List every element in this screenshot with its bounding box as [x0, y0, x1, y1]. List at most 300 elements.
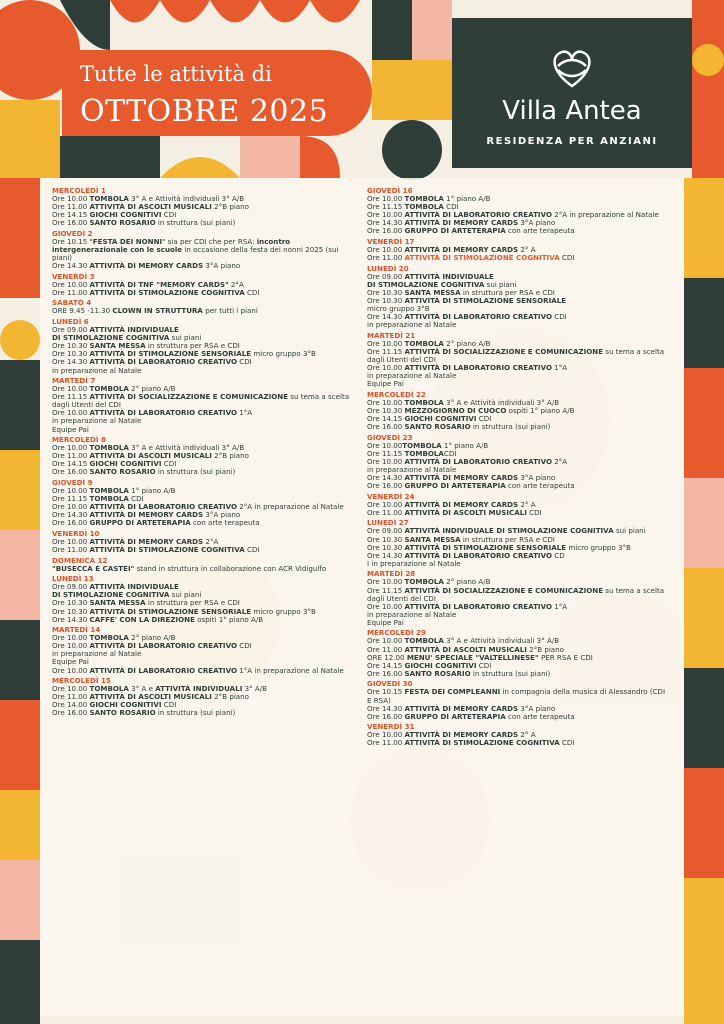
activity-text: Ore 11.00	[367, 738, 405, 748]
activity-name: GRUPPO DI ARTETERAPIA	[89, 518, 191, 528]
activity-text: 2°A in preparazione al Natale	[236, 502, 344, 512]
activity-text: 1° piano A/B	[128, 486, 176, 496]
activity-text: Ore 11.00	[367, 644, 405, 654]
activity-text: CDI	[128, 494, 144, 504]
activity-line	[52, 307, 360, 315]
activity-text: Ore 14.30	[367, 218, 405, 228]
activity-text: 3° A e Attività individuali 3° A/B	[128, 194, 245, 204]
activity-text: in struttura per RSA e CDI	[145, 598, 240, 608]
activity-text: 3°A piano	[518, 218, 556, 228]
activity-text: Ore 10.00	[52, 536, 90, 546]
activity-text: Ore 10.30	[52, 341, 90, 351]
day-title: LUNEDÌ 6	[52, 316, 89, 326]
activity-text: 2° piano A/B	[443, 577, 491, 587]
activity-name: GIOCHI COGNITIVI	[404, 660, 477, 670]
activity-name: GRUPPO DI ARTETERAPIA	[404, 481, 506, 491]
activity-text: CDI	[559, 738, 575, 748]
activity-text: Ore 10.30	[367, 296, 405, 305]
day-block	[367, 332, 667, 389]
activity-text: micro gruppo 3°B	[251, 606, 316, 616]
day-block	[52, 677, 360, 717]
activity-text: Ore 16.00	[52, 708, 90, 718]
activity-name: TOMBOLA	[89, 443, 129, 453]
activity-text: 2° A	[518, 730, 536, 740]
activity-text: micro gruppo 3°B	[566, 542, 631, 552]
activity-name: ATTIVITÀ INDIVIDUALI	[155, 684, 243, 694]
activity-line	[367, 739, 667, 747]
activity-text: ospiti 1° piano A/B	[194, 614, 264, 624]
day-block	[367, 187, 667, 236]
activity-text: 1°A	[236, 408, 253, 418]
activity-text: Ore 10.00	[52, 502, 90, 512]
activity-name: ATTIVITÀ DI MEMORY CARDS	[404, 218, 519, 228]
day-title: GIOVEDÌ 9	[52, 477, 93, 487]
activity-line	[52, 709, 360, 717]
activity-line	[367, 372, 667, 380]
activity-name: TOMBOLA	[404, 577, 444, 587]
day-title: MERCOLEDÌ 8	[52, 435, 106, 445]
activity-text: I in preparazione al Natale	[367, 558, 461, 568]
activity-text: 3°A piano	[203, 261, 241, 271]
activity-text: con arte terapeuta	[190, 518, 260, 528]
activity-name: TOMBOLA	[404, 338, 444, 348]
activity-name: ATTIVITÀ DI ASCOLTI MUSICALI	[404, 644, 527, 654]
activity-name: ATTIVITÀ DI STIMOLAZIONE SENSORIALE	[404, 296, 567, 305]
activity-text: Ore 10.00	[367, 194, 405, 204]
activity-name: ATTIVITÀ DI ASCOLTI MUSICALI	[89, 202, 212, 212]
activity-name: TOMBOLA	[89, 384, 129, 394]
day-title: LUNEDÌ 27	[367, 518, 409, 528]
activity-text: Ore 10.00	[367, 363, 405, 373]
activity-text: Ore 10.30	[52, 349, 90, 359]
activity-text: Ore 11.00	[367, 253, 405, 263]
schedule-column-left	[52, 187, 360, 720]
activity-name: ATTIVITÀ DI STIMOLAZIONE SENSORIALE	[89, 349, 252, 359]
activity-text: Ore 11.00	[52, 451, 90, 461]
activity-line	[52, 426, 360, 434]
day-title: MERCOLEDÌ 22	[367, 389, 426, 399]
activity-text: Ore 14.30	[367, 550, 405, 560]
activity-line	[367, 380, 667, 388]
activity-text: Ore 14.30	[52, 614, 90, 624]
activity-text: Ore 16.00	[367, 481, 405, 491]
activity-text: CDI	[551, 312, 567, 322]
day-title: GIOVEDÌ 2	[52, 228, 93, 238]
activity-text: 2°B piano	[211, 692, 249, 702]
activity-name: ATTIVITÀ DI LABORATORIO CREATIVO	[89, 357, 237, 367]
day-title: MERCOLEDÌ 1	[52, 186, 106, 195]
activity-text: CDI	[244, 287, 260, 297]
activity-text: stand in struttura in collaborazione con ACR Vidigulfo	[134, 563, 327, 573]
activity-text: Ore 11.15	[367, 585, 405, 595]
activity-name: ATTIVITÀ DI STIMOLAZIONE COGNITIVA	[89, 287, 245, 297]
day-title: LUNEDÌ 13	[52, 574, 94, 584]
activity-text: in struttura per RSA e CDI	[145, 341, 240, 351]
activity-name: ATTIVITÀ DI STIMOLAZIONE COGNITIVA	[404, 253, 560, 263]
activity-name: SANTO ROSARIO	[89, 218, 156, 228]
activity-text: ORE 9.45 -11.30	[52, 306, 113, 316]
activity-name: ATTIVITÀ DI SOCIALIZZAZIONE E COMUNICAZIONE	[404, 585, 604, 595]
activity-text: CDI	[161, 459, 177, 469]
activity-text: CDI	[476, 660, 492, 670]
activity-name: TOMBOLA	[404, 636, 444, 646]
day-block	[52, 318, 360, 375]
activity-name: ATTIVITÀ DI MEMORY CARDS	[89, 261, 204, 271]
activity-text: ospiti 1° piano A/B	[506, 406, 575, 415]
activity-text: micro gruppo 3°B	[367, 304, 430, 314]
day-title: LUNEDÌ 20	[367, 263, 409, 273]
activity-name: TOMBOLA	[89, 486, 129, 496]
activity-text: Ore 10.00	[52, 384, 90, 394]
day-block	[367, 265, 667, 330]
activity-text: Ore 14.15	[52, 459, 90, 469]
activity-text: Ore 10.00	[52, 641, 90, 651]
activity-line	[52, 417, 360, 425]
activity-text: Ore 10.00	[52, 633, 90, 643]
activity-text: 2°B piano	[211, 202, 249, 212]
activity-text: 2° piano A/B	[443, 338, 491, 348]
activity-text: Ore 10.00	[367, 730, 405, 740]
activity-name: ATTIVITÀ DI STIMOLAZIONE SENSORIALE	[404, 542, 567, 552]
activity-text: 1°A in preparazione al Natale	[236, 665, 344, 675]
activity-text: Ore 10.00	[52, 684, 90, 694]
activity-text: Ore 10.30	[367, 534, 405, 544]
activity-name: TOMBOLA	[404, 397, 444, 407]
activity-name: DI STIMOLAZIONE COGNITIVA	[52, 333, 170, 343]
activity-name: ATTIVITÀ DI SOCIALIZZAZIONE E COMUNICAZIONE	[89, 392, 289, 402]
day-block	[52, 626, 360, 675]
activity-line	[367, 587, 667, 603]
activity-text: Ore 10.00	[367, 245, 405, 255]
activity-text: Ore 10.00	[367, 601, 405, 611]
activity-text: Ore 14.00	[52, 700, 90, 710]
activity-text: Equipe Pai	[52, 657, 89, 667]
activity-text: Equipe Pai	[52, 424, 89, 434]
activity-text: Ore 10.00	[367, 499, 405, 509]
activity-name: FESTA DEI NONNI	[92, 236, 163, 246]
activity-text: su tema a scelta dagli Utenti del CDI	[367, 346, 665, 365]
activity-text: in struttura (sui piani)	[470, 422, 551, 432]
activity-name: ATTIVITÀ DI MEMORY CARDS	[404, 703, 519, 713]
activity-text: Ore 14.30	[52, 510, 90, 520]
activity-text: sui piani	[613, 526, 646, 536]
activity-text: micro gruppo 3°B	[251, 349, 316, 359]
activity-line	[367, 227, 667, 235]
activity-text: 3° A/B	[242, 684, 268, 694]
activity-text: Ore 16.00	[367, 668, 405, 678]
activity-text: Ore 11.15	[367, 346, 405, 356]
brand-block	[452, 18, 692, 168]
activity-text: in struttura (sui piani)	[155, 218, 236, 228]
day-title: SABATO 4	[52, 298, 92, 308]
activity-name: GIOCHI COGNITIVI	[404, 414, 477, 424]
activity-name: TOMBOLA	[404, 448, 444, 458]
activity-line	[52, 289, 360, 297]
activity-text: " sia per CDI che per RSA:	[162, 236, 257, 246]
activity-line	[52, 367, 360, 375]
title-banner	[62, 50, 372, 136]
activity-name: incontro intergenerazionale con le scuole	[52, 236, 291, 255]
activity-line	[52, 667, 360, 675]
day-title: VENERDÌ 31	[367, 722, 415, 732]
activity-text: con arte terapeuta	[505, 711, 575, 721]
activity-text: 2° A	[518, 245, 536, 255]
activity-text: sui piani	[169, 590, 202, 600]
activity-text: in preparazione al Natale	[367, 371, 457, 381]
activity-name: MENU' SPECIALE "VALTELLINESE"	[406, 652, 539, 662]
day-block	[367, 570, 667, 627]
activity-name: ATTIVITÀ DI STIMOLAZIONE COGNITIVA	[404, 738, 560, 748]
activity-text: ORE 12.00	[367, 652, 407, 662]
activity-text: Ore 10.00	[367, 456, 405, 466]
activity-name: "BUSECCA E CASTEI"	[52, 563, 135, 573]
activity-text: in preparazione al Natale	[367, 320, 457, 330]
activity-name: ATTIVITÀ DI STIMOLAZIONE COGNITIVA	[89, 545, 245, 555]
activity-name: ATTIVITÀ DI LABORATORIO CREATIVO	[89, 641, 237, 651]
activity-text: CDI	[161, 210, 177, 220]
activity-text: Ore 14.30	[367, 473, 405, 483]
activity-line	[367, 670, 667, 678]
activity-text: Ore 09.00	[367, 271, 405, 281]
activity-text: Ore 16.00	[367, 711, 405, 721]
activity-text: in preparazione al Natale	[367, 609, 457, 619]
activity-text: con arte terapeuta	[505, 481, 575, 491]
activity-name: DI STIMOLAZIONE COGNITIVA	[367, 279, 485, 289]
activity-text: 3° A e Attività individuali 3° A/B	[443, 397, 560, 407]
day-block	[52, 557, 360, 573]
day-title: GIOVEDÌ 30	[367, 679, 413, 689]
activity-name: ATTIVITÀ DI LABORATORIO CREATIVO	[404, 550, 552, 560]
activity-text: 2° piano A/B	[128, 633, 176, 643]
activity-text: Ore 11.15	[52, 392, 90, 402]
activity-text: Ore 11.15	[367, 202, 405, 212]
activity-text: CDI	[443, 448, 457, 458]
activity-text: in struttura per RSA e CDI	[460, 534, 555, 544]
activity-text: Ore 10.00	[367, 577, 405, 587]
activity-text: in struttura per RSA e CDI	[460, 287, 555, 297]
title-line-1: Tutte le attività di	[80, 62, 272, 86]
activity-text: CDI	[236, 357, 252, 367]
day-title: VENERDÌ 24	[367, 491, 415, 501]
activity-text: in compagnia della musica di Alessandro (CDI E RSA)	[367, 687, 666, 705]
day-title: VENERDÌ 10	[52, 528, 100, 538]
activity-text: Ore 10.00	[367, 210, 405, 220]
activity-line	[367, 423, 667, 431]
activity-text: 3° A e Attività individuali 3° A/B	[128, 443, 245, 453]
activity-name: ATTIVITÀ INDIVIDUALE	[89, 582, 179, 592]
activity-name: ATTIVITÀ DI MEMORY CARDS	[89, 510, 204, 520]
activity-text: in preparazione al Natale	[52, 416, 142, 426]
activity-line	[367, 688, 667, 704]
activity-text: Ore 10.00	[367, 636, 405, 646]
activity-text: 3° A e	[128, 684, 156, 694]
activity-text: Ore 10.30	[367, 542, 405, 552]
activity-name: ATTIVITÀ DI LABORATORIO CREATIVO	[404, 456, 552, 466]
activity-text: in preparazione al Natale	[367, 465, 457, 475]
day-title: VENERDÌ 3	[52, 271, 95, 281]
day-block	[52, 299, 360, 315]
activity-text: Ore 14.30	[52, 357, 90, 367]
activity-name: TOMBOLA	[402, 440, 442, 450]
day-title: DOMENICA 12	[52, 555, 108, 565]
activity-name: ATTIVITÀ DI MEMORY CARDS	[404, 730, 519, 740]
brand-subtitle: RESIDENZA PER ANZIANI	[486, 136, 658, 147]
activity-line	[52, 616, 360, 624]
activity-name: ATTIVITÀ DI LABORATORIO CREATIVO	[404, 210, 552, 220]
activity-text: Ore 11.00	[52, 545, 90, 555]
activity-line	[52, 650, 360, 658]
activity-text: Ore 11.15	[367, 448, 405, 458]
activity-line	[367, 611, 667, 619]
activity-text: Ore 10.30	[52, 606, 90, 616]
activity-text: Ore 09.00	[52, 325, 90, 335]
day-block	[52, 436, 360, 476]
day-block	[52, 530, 360, 554]
activity-line	[367, 619, 667, 627]
activity-text: CDI	[559, 253, 575, 263]
title-line-2: OTTOBRE 2025	[80, 94, 329, 129]
activity-text: Ore 10.00	[52, 408, 90, 418]
activity-text: 2°A	[203, 536, 219, 546]
day-block	[367, 723, 667, 747]
activity-name: TOMBOLA	[89, 684, 129, 694]
activity-text: 2° piano A/B	[128, 384, 176, 394]
activity-line	[367, 713, 667, 721]
activity-text: Ore 16.00	[52, 467, 90, 477]
activity-text: 2° A	[518, 499, 536, 509]
activity-text: Ore 16.00	[367, 226, 405, 236]
activity-name: ATTIVITÀ DI MEMORY CARDS	[404, 245, 519, 255]
activity-line	[367, 482, 667, 490]
activity-text: in struttura (sui piani)	[155, 708, 236, 718]
activity-text: Ore 10.00	[367, 397, 405, 407]
activity-name: MEZZOGIORNO DI CUOCO	[404, 406, 507, 415]
activity-name: ATTIVITÀ DI LABORATORIO CREATIVO	[89, 408, 237, 418]
activity-text: Ore 10.00	[52, 279, 90, 289]
activity-name: ATTIVITÀ DI SOCIALIZZAZIONE E COMUNICAZIONE	[404, 346, 604, 356]
activity-text: 2°A	[551, 456, 568, 466]
day-title: MARTEDÌ 28	[367, 569, 416, 579]
day-block	[52, 377, 360, 434]
activity-name: CLOWN IN STRUTTURA	[112, 306, 203, 316]
activity-text: Ore 10.00	[52, 194, 90, 204]
activity-name: ATTIVITÀ DI ASCOLTI MUSICALI	[89, 451, 212, 461]
activity-name: ATTIVITÀ DI LABORATORIO CREATIVO	[404, 601, 552, 611]
activity-line	[52, 468, 360, 476]
activity-name: ATTIVITÀ DI LABORATORIO CREATIVO	[89, 502, 237, 512]
day-block	[367, 629, 667, 678]
day-block	[52, 273, 360, 297]
activity-text: 3°A piano	[203, 510, 241, 520]
activity-name: SANTA MESSA	[404, 287, 461, 297]
activity-text: 1° piano A/B	[441, 440, 489, 450]
activity-text: in preparazione al Natale	[52, 365, 142, 375]
activity-text: Ore 09.00	[52, 582, 90, 592]
day-block	[367, 519, 667, 568]
day-title: GIOVEDÌ 16	[367, 186, 413, 195]
activity-text: Ore 14.15	[367, 414, 405, 424]
activity-text: Ore 10.00	[52, 443, 90, 453]
activity-text: CDI	[443, 202, 459, 212]
day-block	[52, 575, 360, 624]
activity-text: Ore 14.30	[367, 703, 405, 713]
brand-name: Villa Antea	[502, 96, 642, 126]
activity-name: ATTIVITÀ DI LABORATORIO CREATIVO	[89, 665, 237, 675]
activity-text: Ore 14.15	[367, 660, 405, 670]
activity-name: GIOCHI COGNITIVI	[89, 210, 162, 220]
activity-line	[52, 219, 360, 227]
activity-name: SANTO ROSARIO	[404, 668, 471, 678]
activity-text: CDI	[244, 545, 260, 555]
activity-line	[52, 262, 360, 270]
activity-text: Ore 09.00	[367, 526, 405, 536]
activity-text: CD	[551, 550, 565, 560]
activity-text: 3°A piano	[518, 703, 556, 713]
activity-text: in struttura (sui piani)	[470, 668, 551, 678]
activity-text: Equipe Pai	[367, 379, 404, 389]
activity-name: TOMBOLA	[404, 194, 444, 204]
activity-text: in occasione della festa dei nonni 2025 (sui piani)	[52, 245, 339, 263]
activity-text: 3°A piano	[518, 473, 556, 483]
activity-line	[52, 546, 360, 554]
activity-line	[367, 509, 667, 517]
activity-text: Ore 10.00	[52, 486, 90, 496]
day-block	[367, 680, 667, 720]
activity-text: Ore 11.00	[52, 692, 90, 702]
activity-name: CAFFE' CON LA DIREZIONE	[89, 614, 195, 624]
activity-text: 2°A	[228, 279, 244, 289]
activity-text: Ore 10.30	[367, 406, 405, 415]
activity-text: Ore 11.00	[52, 287, 90, 297]
activity-name: TOMBOLA	[89, 194, 129, 204]
activity-name: ATTIVITÀ DI STIMOLAZIONE SENSORIALE	[89, 606, 252, 616]
activity-name: SANTA MESSA	[89, 598, 146, 608]
activity-name: ATTIVITÀ DI MEMORY CARDS	[404, 473, 519, 483]
activity-name: ATTIVITÀ DI TNF "MEMORY CARDS"	[89, 279, 229, 289]
day-block	[367, 238, 667, 262]
activity-name: SANTA MESSA	[404, 534, 461, 544]
day-title: GIOVEDÌ 23	[367, 432, 413, 442]
activity-text: Ore 10.00	[367, 338, 405, 348]
activity-text: Ore 16.00	[367, 422, 405, 432]
activity-name: GIOCHI COGNITIVI	[89, 700, 162, 710]
day-block	[367, 493, 667, 517]
activity-name: TOMBOLA	[89, 494, 129, 504]
activity-text: con arte terapeuta	[505, 226, 575, 236]
day-block	[367, 391, 667, 431]
activity-text: 2°B piano	[526, 644, 564, 654]
activity-name: ATTIVITÀ INDIVIDUALE DI STIMOLAZIONE COGNITIVA	[404, 526, 614, 536]
activity-line	[52, 519, 360, 527]
activity-text: CDI	[476, 414, 492, 424]
activity-text: Ore 10.30	[367, 287, 405, 297]
activity-line	[367, 560, 667, 568]
activity-text: Ore 11.00	[52, 202, 90, 212]
activity-name: SANTO ROSARIO	[89, 708, 156, 718]
activity-name: TOMBOLA	[89, 633, 129, 643]
activity-text: Ore 11.15	[52, 494, 90, 504]
activity-text: Ore 10.15 "	[52, 236, 93, 246]
activity-text: Ore 10.00	[52, 665, 90, 675]
activity-name: SANTO ROSARIO	[89, 467, 156, 477]
activity-text: Ore 14.30	[367, 312, 405, 322]
activity-name: ATTIVITÀ DI LABORATORIO CREATIVO	[404, 312, 552, 322]
activity-name: FESTA DEI COMPLEANNI	[404, 687, 501, 697]
day-title: MERCOLEDÌ 29	[367, 628, 426, 638]
activity-name: TOMBOLA	[404, 202, 444, 212]
activity-line	[52, 565, 360, 573]
activity-name: ATTIVITÀ DI MEMORY CARDS	[89, 536, 204, 546]
